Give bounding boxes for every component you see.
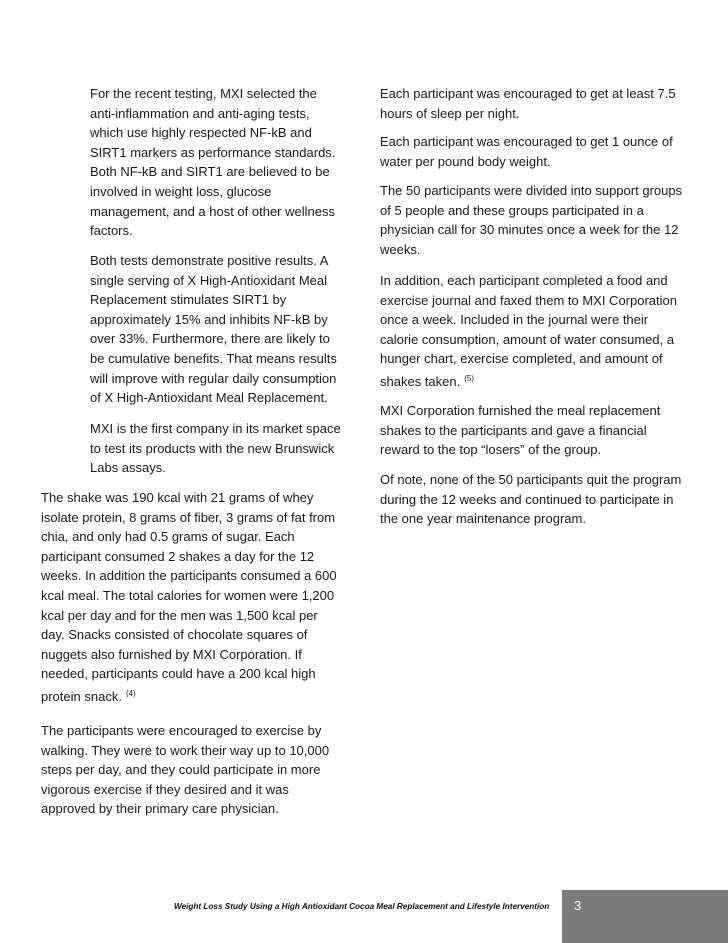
text-span: shakes taken. — [380, 373, 461, 389]
text-line: of X High-Antioxidant Meal Replacement. — [90, 390, 328, 406]
reference-marker: (4) — [125, 688, 136, 698]
text-line: be cumulative benefits. That means results — [90, 350, 337, 366]
text-line: involved in weight loss, glucose — [90, 183, 272, 199]
text-line: calorie consumption, amount of water consumed, a — [380, 331, 675, 347]
text-line: Replacement stimulates SIRT1 by — [90, 292, 287, 308]
text-line: during the 12 weeks and continued to participate in — [380, 491, 674, 507]
reference-marker: (5) — [464, 373, 474, 383]
text-line: hunger chart, exercise completed, and amount of — [380, 351, 663, 367]
text-line: weeks. — [380, 241, 421, 257]
footer-title: Weight Loss Study Using a High Antioxidant Cocoa Meal Replacement and Lifestyle Intervention — [174, 902, 550, 911]
text-line: The 50 participants were divided into support groups — [380, 183, 683, 198]
paragraph-support-groups — [380, 181, 682, 259]
text-line: SIRT1 markers as performance standards. — [90, 144, 336, 160]
text-line: management, and a host of other wellness — [90, 203, 335, 219]
text-line: nuggets also furnished by MXI Corporation. If — [41, 646, 302, 662]
text-line: In addition, each participant completed a food and — [380, 273, 668, 288]
text-line: vigorous exercise if they desired and it was — [41, 781, 289, 797]
page-number-box — [562, 890, 728, 943]
text-line: kcal per day and for the men was 1,500 kcal per — [41, 607, 318, 623]
text-line: day. Snacks consisted of chocolate squares of — [41, 627, 308, 643]
text-line: participant consumed 2 shakes a day for the 12 — [41, 548, 315, 564]
text-line: steps per day, and they could participate in more — [41, 762, 321, 778]
text-line: hours of sleep per night. — [380, 105, 520, 121]
text-line: physician call for 30 minutes once a week for the 12 — [380, 222, 679, 238]
paragraph-shake-details — [41, 488, 351, 707]
text-line: reward to the top “losers” of the group. — [380, 442, 602, 458]
text-line: Both tests demonstrate positive results. A — [90, 253, 329, 268]
text-line: walking. They were to work their way up to 10,000 — [41, 742, 330, 758]
text-line: shakes to the participants and gave a financial — [380, 422, 647, 438]
paragraph-sleep — [380, 84, 676, 123]
text-line: Of note, none of the 50 participants quit the program — [380, 472, 682, 487]
text-line: factors. — [90, 223, 133, 239]
text-line: kcal meal. The total calories for women were 1,200 — [41, 587, 335, 603]
text-line: exercise journal and faxed them to MXI Corporation — [380, 292, 677, 308]
paragraph-first-company — [90, 419, 355, 478]
text-line: to test its products with the new Brunswick — [90, 440, 335, 456]
text-line — [380, 369, 677, 392]
paragraph-exercise — [41, 721, 351, 819]
text-line: isolate protein, 8 grams of fiber, 3 grams of fat from — [41, 509, 336, 525]
paragraph-financial-reward — [380, 401, 660, 460]
paragraph-mxi-testing — [90, 84, 355, 241]
page-number: 3 — [574, 898, 582, 913]
text-line: Labs assays. — [90, 460, 166, 476]
text-line: Each participant was encouraged to get 1 ounce of — [380, 134, 673, 149]
text-line: once a week. Included in the journal were their — [380, 312, 649, 328]
text-line: For the recent testing, MXI selected the — [90, 86, 317, 101]
text-span: protein snack. — [41, 688, 122, 704]
text-line: needed, participants could have a 200 kcal high — [41, 666, 316, 682]
text-line: water per pound body weight. — [380, 153, 551, 169]
text-line: Both NF-kB and SIRT1 are believed to be — [90, 164, 330, 180]
text-line: the one year maintenance program. — [380, 511, 586, 527]
text-line: MXI is the first company in its market space — [90, 421, 341, 436]
paragraph-journal — [380, 271, 677, 392]
paragraph-water — [380, 132, 673, 171]
text-line: which use highly respected NF-kB and — [90, 125, 312, 141]
text-line: over 33%. Furthermore, there are likely to — [90, 331, 330, 347]
text-line: Each participant was encouraged to get at least 7.5 — [380, 86, 676, 101]
text-line: approved by their primary care physician. — [41, 801, 279, 817]
text-line: approximately 15% and inhibits NF-kB by — [90, 311, 328, 327]
paragraph-test-results — [90, 251, 355, 408]
text-line: MXI Corporation furnished the meal replacement — [380, 403, 661, 418]
text-line: The shake was 190 kcal with 21 grams of whey — [41, 490, 314, 505]
text-line: chia, and only had 0.5 grams of sugar. Each — [41, 529, 295, 545]
text-line: of 5 people and these groups participated in a — [380, 202, 644, 218]
text-line: weeks. In addition the participants consumed a 600 — [41, 568, 337, 584]
text-line — [41, 684, 351, 707]
text-line: The participants were encouraged to exercise by — [41, 723, 322, 738]
paragraph-retention — [380, 470, 681, 529]
text-line: will improve with regular daily consumption — [90, 370, 337, 386]
text-line: anti-inflammation and anti-aging tests, — [90, 105, 310, 121]
text-line: single serving of X High-Antioxidant Meal — [90, 272, 328, 288]
